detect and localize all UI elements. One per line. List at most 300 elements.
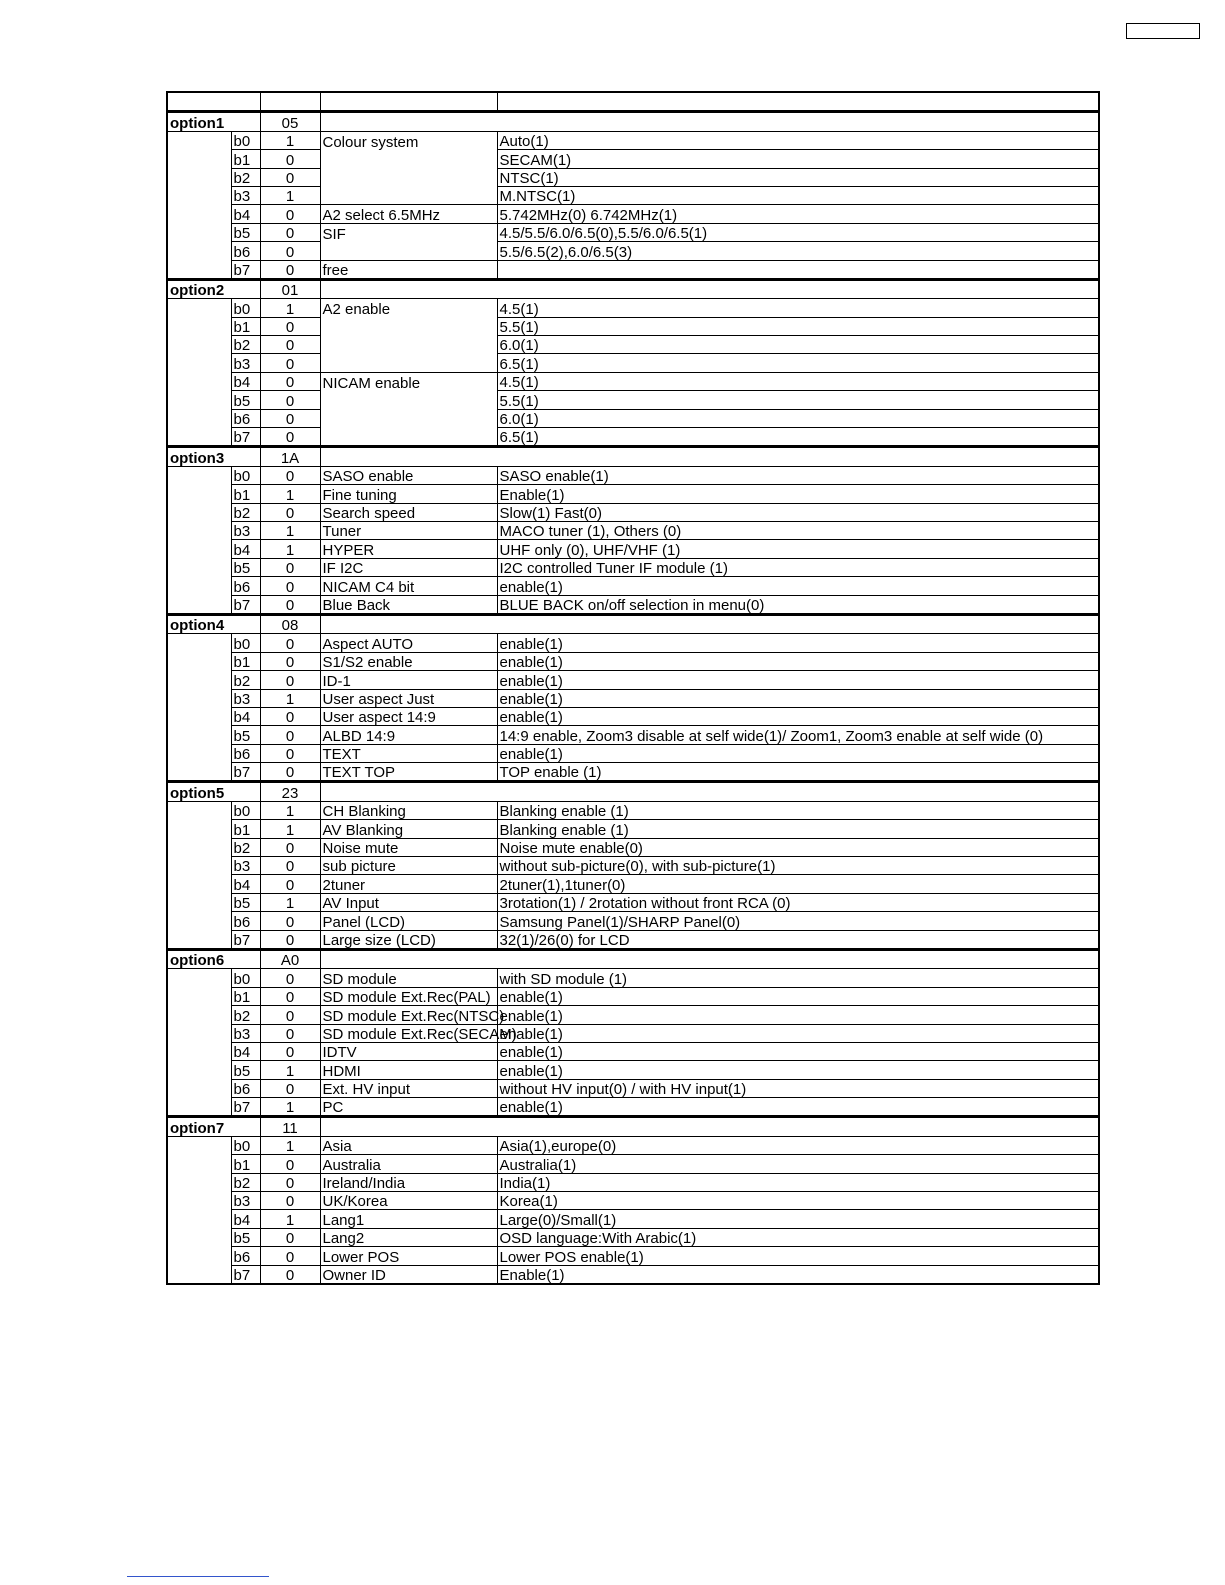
bit-row xyxy=(167,1006,1099,1024)
bit-indent xyxy=(167,577,231,595)
option-group-row xyxy=(167,112,1099,131)
bit-indent xyxy=(167,912,231,930)
bit-value: 1 xyxy=(260,1098,320,1117)
bit-row xyxy=(167,503,1099,521)
bit-indent xyxy=(167,205,231,223)
bit-row xyxy=(167,838,1099,856)
bit-description: 6.5(1) xyxy=(497,428,1099,447)
bit-row xyxy=(167,336,1099,354)
bit-description: 32(1)/26(0) for LCD xyxy=(497,930,1099,949)
bit-row xyxy=(167,577,1099,595)
option-group-blank xyxy=(320,782,1099,801)
bit-value: 0 xyxy=(260,409,320,427)
bit-description: enable(1) xyxy=(497,744,1099,762)
bit-value: 0 xyxy=(260,1265,320,1284)
bit-label xyxy=(320,391,497,409)
bit-id: b6 xyxy=(231,912,260,930)
bit-value: 1 xyxy=(260,540,320,558)
bit-id: b5 xyxy=(231,893,260,911)
header-cell-option xyxy=(167,92,260,112)
bit-value: 0 xyxy=(260,857,320,875)
bit-id: b5 xyxy=(231,223,260,241)
bit-value: 1 xyxy=(260,299,320,317)
bit-label: AV Input xyxy=(320,893,497,911)
bit-label: free xyxy=(320,260,497,279)
header-cell-value xyxy=(260,92,320,112)
bit-row xyxy=(167,1042,1099,1060)
bit-description: Australia(1) xyxy=(497,1155,1099,1173)
bit-indent xyxy=(167,1210,231,1228)
bit-indent xyxy=(167,372,231,390)
bit-id: b6 xyxy=(231,1247,260,1265)
bit-description: Samsung Panel(1)/SHARP Panel(0) xyxy=(497,912,1099,930)
bit-indent xyxy=(167,150,231,168)
bit-label: TEXT TOP xyxy=(320,763,497,782)
bit-label: AV Blanking xyxy=(320,820,497,838)
bit-description: enable(1) xyxy=(497,987,1099,1005)
option-group-blank xyxy=(320,1117,1099,1136)
bit-indent xyxy=(167,930,231,949)
bit-id: b4 xyxy=(231,372,260,390)
option-hex-value: 01 xyxy=(260,279,320,298)
bit-indent xyxy=(167,634,231,652)
bit-id: b2 xyxy=(231,1173,260,1191)
bit-value: 0 xyxy=(260,1228,320,1246)
bit-indent xyxy=(167,893,231,911)
option-name: option1 xyxy=(167,112,260,131)
bit-description: enable(1) xyxy=(497,689,1099,707)
bit-id: b3 xyxy=(231,521,260,539)
option-group-row xyxy=(167,1117,1099,1136)
option-group-row xyxy=(167,279,1099,298)
option-name: option4 xyxy=(167,614,260,633)
bit-indent xyxy=(167,521,231,539)
option-group-blank xyxy=(320,949,1099,968)
bit-indent xyxy=(167,820,231,838)
bit-row xyxy=(167,391,1099,409)
bit-value: 1 xyxy=(260,689,320,707)
bit-value: 0 xyxy=(260,726,320,744)
bit-row xyxy=(167,1247,1099,1265)
bit-label xyxy=(320,150,497,168)
option-group-row xyxy=(167,614,1099,633)
bit-label: CH Blanking xyxy=(320,801,497,819)
bit-value: 0 xyxy=(260,260,320,279)
bit-value: 0 xyxy=(260,391,320,409)
bit-description: enable(1) xyxy=(497,634,1099,652)
bit-indent xyxy=(167,558,231,576)
bit-id: b3 xyxy=(231,354,260,372)
bit-description: I2C controlled Tuner IF module (1) xyxy=(497,558,1099,576)
bit-label: SIF xyxy=(320,223,497,241)
option-hex-value: 11 xyxy=(260,1117,320,1136)
bit-indent xyxy=(167,1136,231,1154)
footer-link-underline xyxy=(127,1576,269,1577)
bit-id: b6 xyxy=(231,242,260,260)
bit-id: b4 xyxy=(231,1210,260,1228)
bit-indent xyxy=(167,485,231,503)
bit-row xyxy=(167,1024,1099,1042)
bit-value: 0 xyxy=(260,634,320,652)
bit-indent xyxy=(167,1061,231,1079)
bit-description: enable(1) xyxy=(497,577,1099,595)
bit-label: SASO enable xyxy=(320,466,497,484)
bit-row xyxy=(167,372,1099,390)
option-name: option5 xyxy=(167,782,260,801)
bit-row xyxy=(167,354,1099,372)
bit-value: 1 xyxy=(260,131,320,149)
bit-description: 14:9 enable, Zoom3 disable at self wide(1)/ Zoom1, Zoom3 enable at self wide (0) xyxy=(497,726,1099,744)
option-hex-value: 23 xyxy=(260,782,320,801)
bit-description: SECAM(1) xyxy=(497,150,1099,168)
bit-description: enable(1) xyxy=(497,652,1099,670)
bit-description: Korea(1) xyxy=(497,1192,1099,1210)
bit-value: 0 xyxy=(260,223,320,241)
bit-id: b4 xyxy=(231,875,260,893)
bit-row xyxy=(167,1061,1099,1079)
option-group-row xyxy=(167,782,1099,801)
bit-row xyxy=(167,707,1099,725)
bit-label: Large size (LCD) xyxy=(320,930,497,949)
bit-indent xyxy=(167,223,231,241)
bit-value: 0 xyxy=(260,503,320,521)
bit-id: b2 xyxy=(231,168,260,186)
bit-indent xyxy=(167,299,231,317)
bit-row xyxy=(167,1173,1099,1191)
bit-indent xyxy=(167,131,231,149)
header-cell-item xyxy=(320,92,497,112)
bit-indent xyxy=(167,763,231,782)
bit-row xyxy=(167,857,1099,875)
bit-label: Tuner xyxy=(320,521,497,539)
header-cell-description xyxy=(497,92,1099,112)
option-name: option2 xyxy=(167,279,260,298)
bit-id: b7 xyxy=(231,1265,260,1284)
bit-description: India(1) xyxy=(497,1173,1099,1191)
bit-id: b1 xyxy=(231,652,260,670)
bit-id: b5 xyxy=(231,1228,260,1246)
bit-row xyxy=(167,595,1099,614)
bit-value: 0 xyxy=(260,168,320,186)
bit-id: b5 xyxy=(231,726,260,744)
bit-indent xyxy=(167,409,231,427)
bit-row xyxy=(167,260,1099,279)
bit-value: 0 xyxy=(260,652,320,670)
bit-description: Blanking enable (1) xyxy=(497,820,1099,838)
bit-row xyxy=(167,801,1099,819)
bit-label: HYPER xyxy=(320,540,497,558)
bit-description: M.NTSC(1) xyxy=(497,186,1099,204)
bit-row xyxy=(167,150,1099,168)
bit-value: 0 xyxy=(260,838,320,856)
bit-row xyxy=(167,558,1099,576)
bit-row xyxy=(167,726,1099,744)
bit-label xyxy=(320,354,497,372)
bit-row xyxy=(167,763,1099,782)
bit-label xyxy=(320,242,497,260)
bit-row xyxy=(167,893,1099,911)
bit-id: b7 xyxy=(231,595,260,614)
bit-row xyxy=(167,875,1099,893)
bit-label: sub picture xyxy=(320,857,497,875)
bit-indent xyxy=(167,317,231,335)
bit-description: 3rotation(1) / 2rotation without front RCA (0) xyxy=(497,893,1099,911)
bit-id: b3 xyxy=(231,1024,260,1042)
bit-row xyxy=(167,930,1099,949)
bit-label: Search speed xyxy=(320,503,497,521)
bit-description: 5.742MHz(0) 6.742MHz(1) xyxy=(497,205,1099,223)
bit-label: Lang2 xyxy=(320,1228,497,1246)
bit-row xyxy=(167,820,1099,838)
bit-indent xyxy=(167,428,231,447)
bit-row xyxy=(167,168,1099,186)
bit-id: b3 xyxy=(231,1192,260,1210)
bit-description: enable(1) xyxy=(497,671,1099,689)
bit-indent xyxy=(167,1042,231,1060)
bit-description: 5.5(1) xyxy=(497,317,1099,335)
bit-id: b3 xyxy=(231,186,260,204)
bit-value: 0 xyxy=(260,466,320,484)
option-group-blank xyxy=(320,447,1099,466)
bit-id: b5 xyxy=(231,558,260,576)
bit-value: 0 xyxy=(260,875,320,893)
bit-description: 6.0(1) xyxy=(497,336,1099,354)
bit-indent xyxy=(167,1006,231,1024)
bit-value: 0 xyxy=(260,558,320,576)
bit-id: b0 xyxy=(231,299,260,317)
bit-description: enable(1) xyxy=(497,1006,1099,1024)
bit-row xyxy=(167,205,1099,223)
bit-indent xyxy=(167,242,231,260)
bit-description: 6.0(1) xyxy=(497,409,1099,427)
bit-label: Lower POS xyxy=(320,1247,497,1265)
bit-label: UK/Korea xyxy=(320,1192,497,1210)
bit-id: b0 xyxy=(231,1136,260,1154)
bit-id: b2 xyxy=(231,503,260,521)
bit-indent xyxy=(167,1024,231,1042)
bit-description: Enable(1) xyxy=(497,485,1099,503)
bit-id: b4 xyxy=(231,707,260,725)
bit-description: enable(1) xyxy=(497,707,1099,725)
bit-value: 0 xyxy=(260,969,320,987)
bit-row xyxy=(167,1228,1099,1246)
bit-description: enable(1) xyxy=(497,1098,1099,1117)
bit-id: b1 xyxy=(231,317,260,335)
bit-label: NICAM enable xyxy=(320,372,497,390)
bit-indent xyxy=(167,1098,231,1117)
bit-indent xyxy=(167,1192,231,1210)
bit-value: 0 xyxy=(260,595,320,614)
option-group-blank xyxy=(320,614,1099,633)
bit-value: 0 xyxy=(260,1042,320,1060)
bit-value: 0 xyxy=(260,987,320,1005)
bit-row xyxy=(167,671,1099,689)
bit-label: Ireland/India xyxy=(320,1173,497,1191)
bit-indent xyxy=(167,466,231,484)
bit-label: Blue Back xyxy=(320,595,497,614)
bit-row xyxy=(167,744,1099,762)
bit-label: A2 select 6.5MHz xyxy=(320,205,497,223)
bit-row xyxy=(167,652,1099,670)
bit-description: Large(0)/Small(1) xyxy=(497,1210,1099,1228)
bit-value: 0 xyxy=(260,1155,320,1173)
bit-row xyxy=(167,1098,1099,1117)
bit-label: SD module Ext.Rec(SECAM) xyxy=(320,1024,497,1042)
bit-label: S1/S2 enable xyxy=(320,652,497,670)
bit-indent xyxy=(167,652,231,670)
option-bits-table xyxy=(166,91,1100,1285)
bit-value: 0 xyxy=(260,1173,320,1191)
bit-label xyxy=(320,428,497,447)
bit-description: Enable(1) xyxy=(497,1265,1099,1284)
bit-indent xyxy=(167,1155,231,1173)
bit-value: 1 xyxy=(260,1061,320,1079)
bit-value: 1 xyxy=(260,820,320,838)
bit-value: 0 xyxy=(260,930,320,949)
bit-value: 0 xyxy=(260,1079,320,1097)
option-hex-value: 1A xyxy=(260,447,320,466)
option-hex-value: 08 xyxy=(260,614,320,633)
bit-indent xyxy=(167,857,231,875)
bit-indent xyxy=(167,838,231,856)
bit-description: without sub-picture(0), with sub-picture(1) xyxy=(497,857,1099,875)
bit-id: b6 xyxy=(231,577,260,595)
bit-description: Auto(1) xyxy=(497,131,1099,149)
bit-description: enable(1) xyxy=(497,1061,1099,1079)
bit-value: 0 xyxy=(260,242,320,260)
bit-indent xyxy=(167,354,231,372)
bit-description: Noise mute enable(0) xyxy=(497,838,1099,856)
bit-description: with SD module (1) xyxy=(497,969,1099,987)
bit-indent xyxy=(167,1079,231,1097)
bit-id: b0 xyxy=(231,801,260,819)
bit-row xyxy=(167,521,1099,539)
bit-indent xyxy=(167,540,231,558)
bit-description: without HV input(0) / with HV input(1) xyxy=(497,1079,1099,1097)
bit-indent xyxy=(167,875,231,893)
bit-label xyxy=(320,409,497,427)
bit-indent xyxy=(167,1173,231,1191)
bit-label: Asia xyxy=(320,1136,497,1154)
bit-id: b3 xyxy=(231,857,260,875)
bit-description: Blanking enable (1) xyxy=(497,801,1099,819)
bit-label: SD module xyxy=(320,969,497,987)
bit-description: 2tuner(1),1tuner(0) xyxy=(497,875,1099,893)
bit-label: Noise mute xyxy=(320,838,497,856)
bit-id: b5 xyxy=(231,1061,260,1079)
bit-label: Fine tuning xyxy=(320,485,497,503)
bit-row xyxy=(167,223,1099,241)
bit-value: 0 xyxy=(260,150,320,168)
bit-row xyxy=(167,912,1099,930)
option-hex-value: A0 xyxy=(260,949,320,968)
bit-value: 0 xyxy=(260,336,320,354)
bit-label: NICAM C4 bit xyxy=(320,577,497,595)
bit-id: b6 xyxy=(231,1079,260,1097)
bit-row xyxy=(167,969,1099,987)
bit-indent xyxy=(167,391,231,409)
bit-id: b6 xyxy=(231,409,260,427)
bit-description: 4.5(1) xyxy=(497,372,1099,390)
bit-row xyxy=(167,689,1099,707)
bit-id: b0 xyxy=(231,969,260,987)
bit-label: IF I2C xyxy=(320,558,497,576)
bit-row xyxy=(167,466,1099,484)
bit-value: 0 xyxy=(260,354,320,372)
bit-id: b4 xyxy=(231,1042,260,1060)
bit-row xyxy=(167,131,1099,149)
bit-label xyxy=(320,186,497,204)
bit-label xyxy=(320,336,497,354)
bit-description: 4.5/5.5/6.0/6.5(0),5.5/6.0/6.5(1) xyxy=(497,223,1099,241)
bit-value: 0 xyxy=(260,577,320,595)
bit-description: TOP enable (1) xyxy=(497,763,1099,782)
bit-id: b4 xyxy=(231,205,260,223)
bit-label: Panel (LCD) xyxy=(320,912,497,930)
bit-row xyxy=(167,299,1099,317)
bit-row xyxy=(167,317,1099,335)
bit-value: 0 xyxy=(260,744,320,762)
bit-id: b1 xyxy=(231,1155,260,1173)
bit-value: 1 xyxy=(260,485,320,503)
bit-id: b2 xyxy=(231,336,260,354)
bit-id: b3 xyxy=(231,689,260,707)
bit-label: User aspect 14:9 xyxy=(320,707,497,725)
bit-indent xyxy=(167,801,231,819)
bit-description: 6.5(1) xyxy=(497,354,1099,372)
option-group-blank xyxy=(320,279,1099,298)
bit-label: Australia xyxy=(320,1155,497,1173)
bit-description: Slow(1) Fast(0) xyxy=(497,503,1099,521)
bit-value: 0 xyxy=(260,428,320,447)
bit-value: 0 xyxy=(260,912,320,930)
bit-indent xyxy=(167,671,231,689)
bit-id: b5 xyxy=(231,391,260,409)
bit-indent xyxy=(167,595,231,614)
bit-row xyxy=(167,1136,1099,1154)
bit-description: UHF only (0), UHF/VHF (1) xyxy=(497,540,1099,558)
option-group-blank xyxy=(320,112,1099,131)
bit-label: Ext. HV input xyxy=(320,1079,497,1097)
bit-indent xyxy=(167,503,231,521)
bit-indent xyxy=(167,726,231,744)
bit-description: Asia(1),europe(0) xyxy=(497,1136,1099,1154)
bit-description: enable(1) xyxy=(497,1024,1099,1042)
bit-description: 5.5/6.5(2),6.0/6.5(3) xyxy=(497,242,1099,260)
bit-indent xyxy=(167,168,231,186)
bit-description: BLUE BACK on/off selection in menu(0) xyxy=(497,595,1099,614)
bit-value: 0 xyxy=(260,1006,320,1024)
bit-indent xyxy=(167,186,231,204)
bit-id: b1 xyxy=(231,987,260,1005)
bit-indent xyxy=(167,260,231,279)
bit-id: b7 xyxy=(231,930,260,949)
bit-value: 0 xyxy=(260,1024,320,1042)
bit-indent xyxy=(167,707,231,725)
bit-value: 0 xyxy=(260,372,320,390)
page-corner-box xyxy=(1126,23,1200,39)
bit-label: IDTV xyxy=(320,1042,497,1060)
bit-label: SD module Ext.Rec(PAL) xyxy=(320,987,497,1005)
bit-label: Colour system xyxy=(320,131,497,149)
bit-label: 2tuner xyxy=(320,875,497,893)
bit-description: 4.5(1) xyxy=(497,299,1099,317)
option-name: option6 xyxy=(167,949,260,968)
bit-row xyxy=(167,634,1099,652)
bit-label xyxy=(320,168,497,186)
bit-indent xyxy=(167,689,231,707)
bit-label: ALBD 14:9 xyxy=(320,726,497,744)
